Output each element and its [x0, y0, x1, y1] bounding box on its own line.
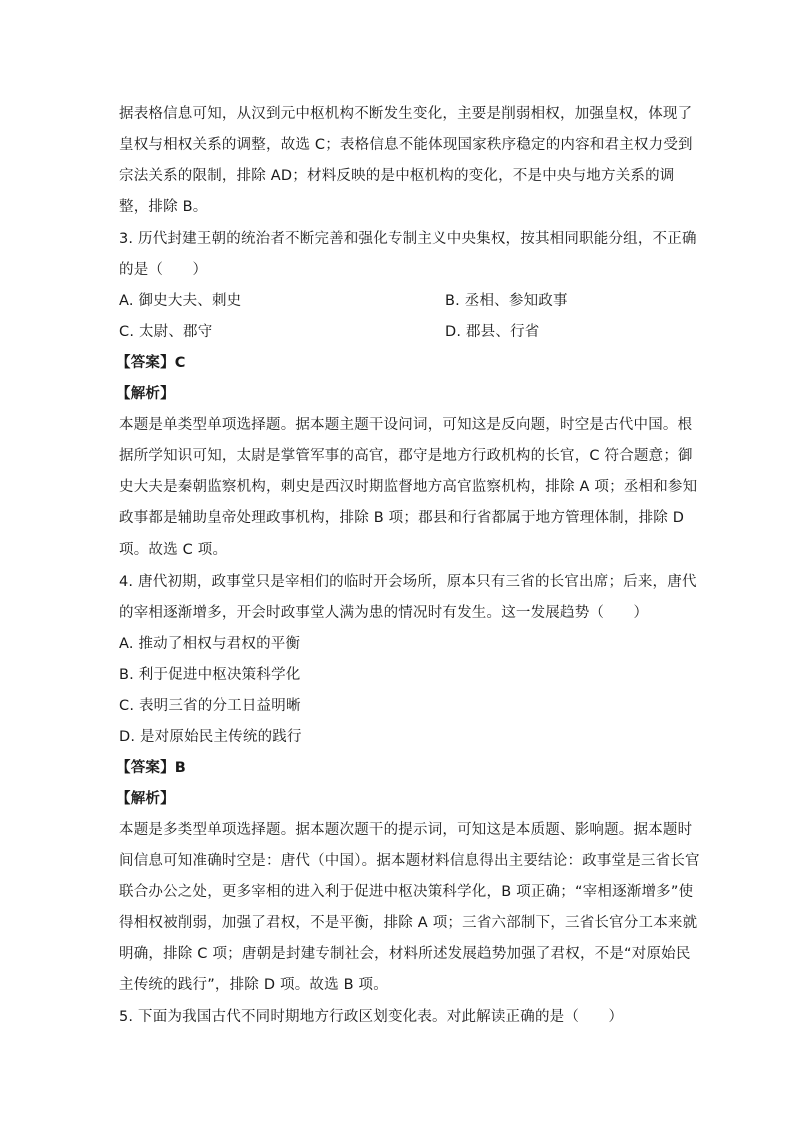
q3-option-d: D. 郡县、行省	[445, 324, 540, 340]
q4-answer: 【答案】B	[116, 760, 187, 776]
q3-stem-line-2: 的是（ ）	[119, 262, 208, 278]
intro-line-3: 宗法关系的限制，排除 AD；材料反映的是中枢机构的变化，不是中央与地方关系的调	[119, 168, 675, 184]
q3-answer: 【答案】C	[116, 355, 186, 371]
q4-analysis-line-5: 明确，排除 C 项；唐朝是封建专制社会，材料所述发展趋势加强了君权，不是“对原始民	[119, 946, 691, 962]
q4-stem-line-2: 的宰相逐渐增多，开会时政事堂人满为患的情况时有发生。这一发展趋势（ ）	[119, 605, 649, 621]
q4-analysis-label: 【解析】	[116, 791, 175, 807]
q3-analysis-label: 【解析】	[116, 386, 175, 402]
intro-line-1: 据表格信息可知，从汉到元中枢机构不断发生变化，主要是削弱相权，加强皇权，体现了	[119, 106, 693, 122]
q3-option-a: A. 御史大夫、刺史	[119, 293, 242, 309]
intro-line-2: 皇权与相权关系的调整，故选 C；表格信息不能体现国家秩序稳定的内容和君主权力受到	[119, 137, 693, 153]
q5-stem-line-1: 5. 下面为我国古代不同时期地方行政区划变化表。对此解读正确的是（ ）	[119, 1009, 624, 1025]
q4-option-c: C. 表明三省的分工日益明晰	[119, 698, 301, 714]
q4-stem-line-1: 4. 唐代初期，政事堂只是宰相们的临时开会场所，原本只有三省的长官出席；后来，唐代	[119, 574, 697, 590]
q3-analysis-line-5: 项。故选 C 项。	[119, 542, 228, 558]
q4-option-b: B. 利于促进中枢决策科学化	[119, 667, 301, 683]
q4-analysis-line-6: 主传统的践行”，排除 D 项。故选 B 项。	[119, 977, 388, 993]
intro-line-4: 整，排除 B。	[119, 199, 208, 215]
q3-analysis-line-3: 史大夫是秦朝监察机构，刺史是西汉时期监督地方高官监察机构，排除 A 项；丞相和参知	[119, 479, 698, 495]
q4-analysis-line-2: 间信息可知准确时空是：唐代（中国）。据本题材料信息得出主要结论：政事堂是三省长官	[119, 853, 700, 869]
q3-analysis-line-4: 政事都是辅助皇帝处理政事机构，排除 B 项；郡县和行省都属于地方管理体制，排除 D	[119, 510, 685, 526]
q3-analysis-line-2: 据所学知识可知，太尉是掌管军事的高官，郡守是地方行政机构的长官，C 符合题意；御	[119, 448, 693, 464]
q3-option-b: B. 丞相、参知政事	[445, 293, 568, 309]
q3-analysis-line-1: 本题是单类型单项选择题。据本题主题干设问词，可知这是反向题，时空是古代中国。根	[119, 417, 693, 433]
q3-option-c: C. 太尉、郡守	[119, 324, 213, 340]
q4-option-a: A. 推动了相权与君权的平衡	[119, 636, 301, 652]
q3-stem-line-1: 3. 历代封建王朝的统治者不断完善和强化专制主义中央集权，按其相同职能分组，不正确	[119, 231, 697, 247]
q4-analysis-line-3: 联合办公之处，更多宰相的进入利于促进中枢决策科学化，B 项正确；“宰相逐渐增多”使	[119, 884, 694, 900]
q4-analysis-line-4: 得相权被削弱，加强了君权，不是平衡，排除 A 项；三省六部制下，三省长官分工本来就	[119, 915, 698, 931]
q4-option-d: D. 是对原始民主传统的践行	[119, 729, 302, 745]
q4-analysis-line-1: 本题是多类型单项选择题。据本题次题干的提示词，可知这是本质题、影响题。据本题时	[119, 822, 693, 838]
